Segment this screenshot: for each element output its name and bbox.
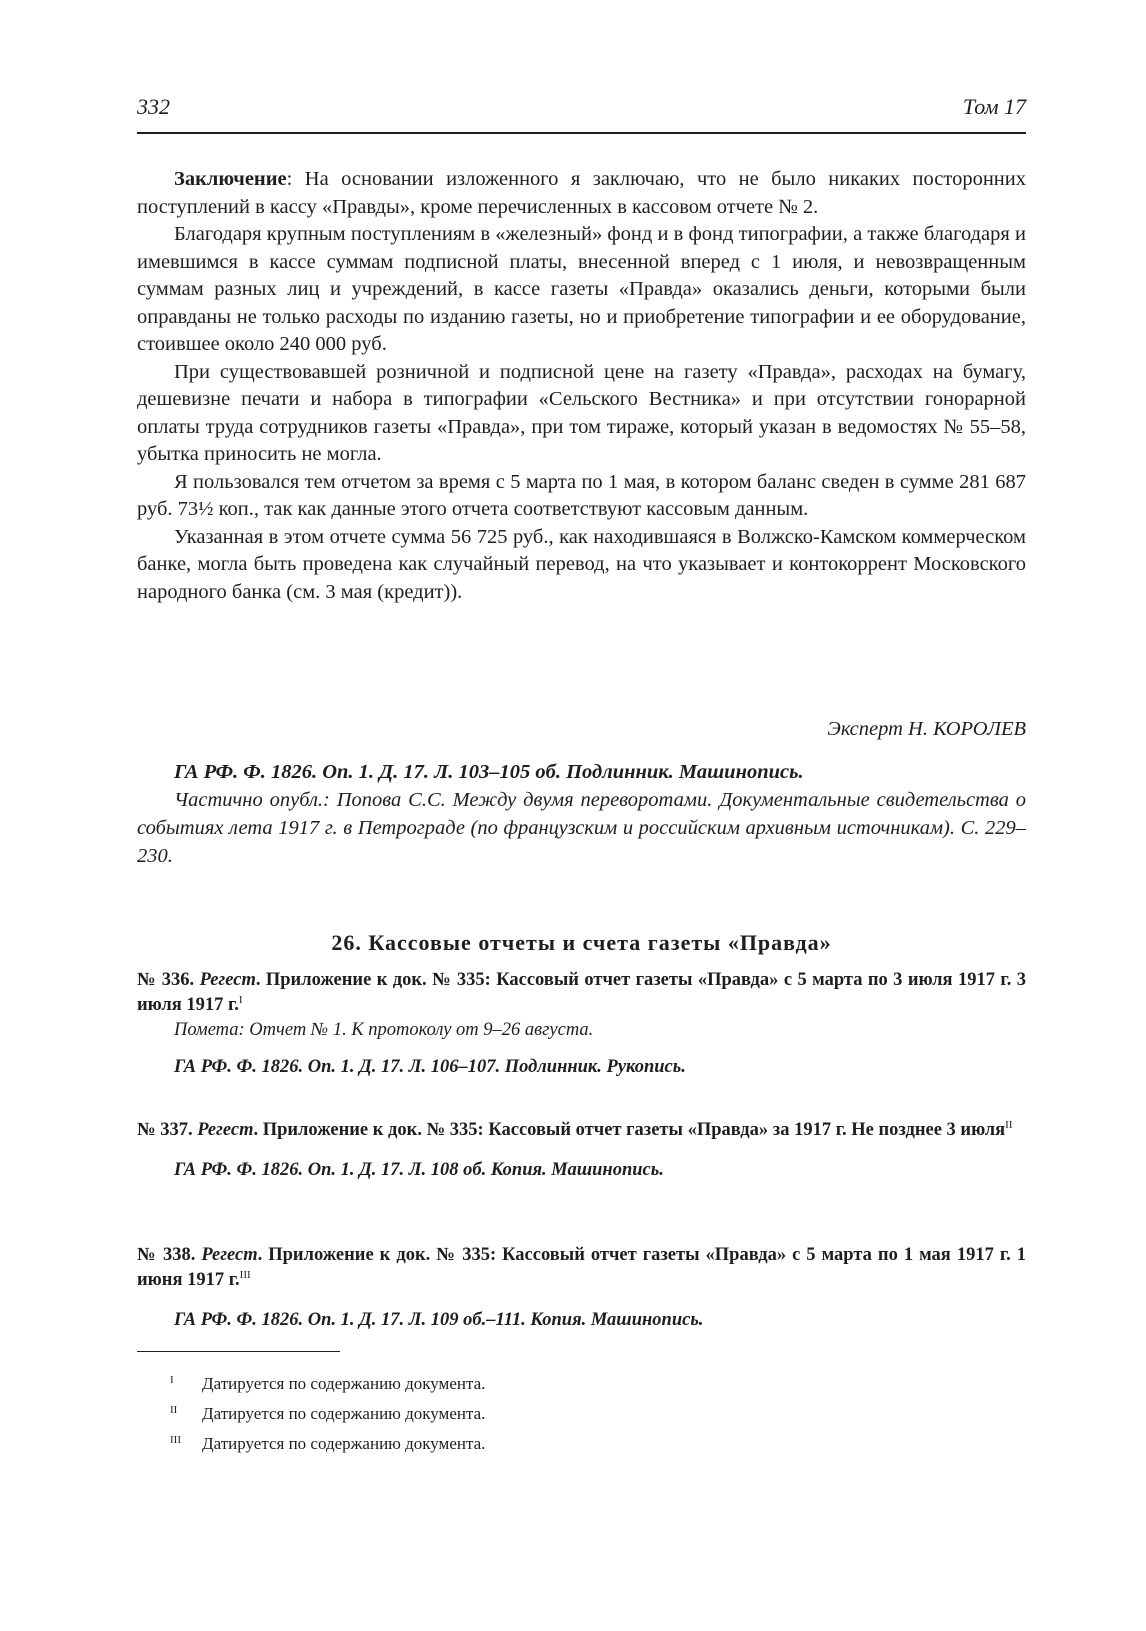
- regest-label: Регест: [201, 1245, 258, 1265]
- document-heading: [137, 968, 1026, 1018]
- paragraph-4: Я пользовался тем отчетом за время с 5 марта по 1 мая, в котором баланс сведен в сумме 281 687 руб. 73½ коп., так как данные этого отчета соответствуют кассовым данным.: [137, 470, 1026, 520]
- archive-reference: ГА РФ. Ф. 1826. Оп. 1. Д. 17. Л. 103–105 об. Подлинник. Машинопись.: [174, 761, 804, 783]
- footnote-item: [170, 1369, 485, 1399]
- footnotes: [170, 1369, 485, 1459]
- regest-label: Регест: [199, 970, 256, 990]
- footnote-mark: II: [170, 1404, 178, 1416]
- document-source: ГА РФ. Ф. 1826. Оп. 1. Д. 17. Л. 108 об. Копия. Машинопись.: [174, 1160, 664, 1180]
- footnote-ref[interactable]: III: [239, 1268, 251, 1281]
- footnote-mark: III: [170, 1434, 181, 1446]
- footnote-text: Датируется по содержанию документа.: [202, 1374, 486, 1393]
- document-entry-336: [137, 968, 1026, 1080]
- regest-label: Регест: [197, 1120, 254, 1140]
- document-description: . Приложение к док. № 335: Кассовый отчет газеты «Правда» за 1917 г. Не позднее 3 июля: [253, 1120, 1006, 1140]
- section-title: 26. Кассовые отчеты и счета газеты «Правда»: [331, 930, 832, 955]
- footnote-mark: I: [170, 1374, 174, 1386]
- paragraph-5: Указанная в этом отчете сумма 56 725 руб., как находившаяся в Волжско-Камском коммерческом банке, могла быть проведена как случайный перевод, на что указывает и контокоррент Московского народного банка (см. 3 мая (кредит)).: [137, 525, 1026, 603]
- volume-label: Том 17: [962, 94, 1026, 119]
- footnote-text: Датируется по содержанию документа.: [202, 1404, 486, 1423]
- archive-block: [137, 758, 1026, 870]
- document-description: . Приложение к док. № 335: Кассовый отчет газеты «Правда» с 5 марта по 1 мая 1917 г. 1 июня 1917 г.: [137, 1245, 1027, 1290]
- conclusion-text: : На основании изложенного я заключаю, что не было никаких посторонних поступлений в кассу «Правды», кроме перечисленных в кассовом отчете № 2.: [137, 168, 1026, 218]
- document-number: № 338.: [137, 1245, 196, 1265]
- expert-signature: Эксперт Н. КОРОЛЕВ: [827, 718, 1026, 740]
- document-note: Помета: Отчет № 1. К протоколу от 9–26 августа.: [174, 1020, 594, 1040]
- document-heading: [137, 1118, 1026, 1143]
- footnote-text: Датируется по содержанию документа.: [202, 1434, 486, 1453]
- document-source: ГА РФ. Ф. 1826. Оп. 1. Д. 17. Л. 106–107. Подлинник. Рукопись.: [174, 1057, 686, 1077]
- footnote-ref[interactable]: I: [238, 993, 243, 1006]
- running-header: [137, 92, 1026, 134]
- document-entry-337: [137, 1118, 1026, 1183]
- document-number: № 337.: [137, 1120, 193, 1140]
- paragraph-conclusion: [137, 166, 1026, 221]
- document-source: ГА РФ. Ф. 1826. Оп. 1. Д. 17. Л. 109 об.–111. Копия. Машинопись.: [174, 1310, 704, 1330]
- footnote-ref[interactable]: II: [1005, 1118, 1013, 1131]
- publication-note: Частично опубл.: Попова С.С. Между двумя переворотами. Документальные свидетельства о событиях лета 1917 г. в Петрограде (по французским и российским архивным источникам). С. 229–230.: [137, 789, 1026, 867]
- document-entry-338: [137, 1243, 1026, 1333]
- paragraph-2: Благодаря крупным поступлениям в «железный» фонд и в фонд типографии, а также благодаря и имевшимся в кассе суммам подписной платы, внесенной вперед с 1 июля, и невозвращенным суммам разных лиц и учреждений, в кассе газеты «Правда» оказались деньги, которыми были оправданы не только расходы по изданию газеты, но и приобретение типографии и ее оборудование, стоившее около 240 000 руб.: [137, 223, 1026, 355]
- main-text: [137, 166, 1026, 606]
- page-number: 332: [137, 94, 170, 119]
- document-number: № 336.: [137, 970, 195, 990]
- conclusion-label: Заключение: [174, 168, 287, 190]
- document-description: . Приложение к док. № 335: Кассовый отчет газеты «Правда» с 5 марта по 3 июля 1917 г. 3 июля 1917 г.: [137, 970, 1026, 1015]
- paragraph-3: При существовавшей розничной и подписной цене на газету «Правда», расходах на бумагу, дешевизне печати и набора в типографии «Сельского Вестника» и при отсутствии гонорарной оплаты труда сотрудников газеты «Правда», при том тираже, который указан в ведомостях № 55–58, убытка приносить не могла.: [137, 360, 1026, 465]
- footnote-item: [170, 1399, 485, 1429]
- footnote-item: [170, 1429, 485, 1459]
- document-heading: [137, 1243, 1026, 1293]
- footnote-divider: [137, 1351, 340, 1352]
